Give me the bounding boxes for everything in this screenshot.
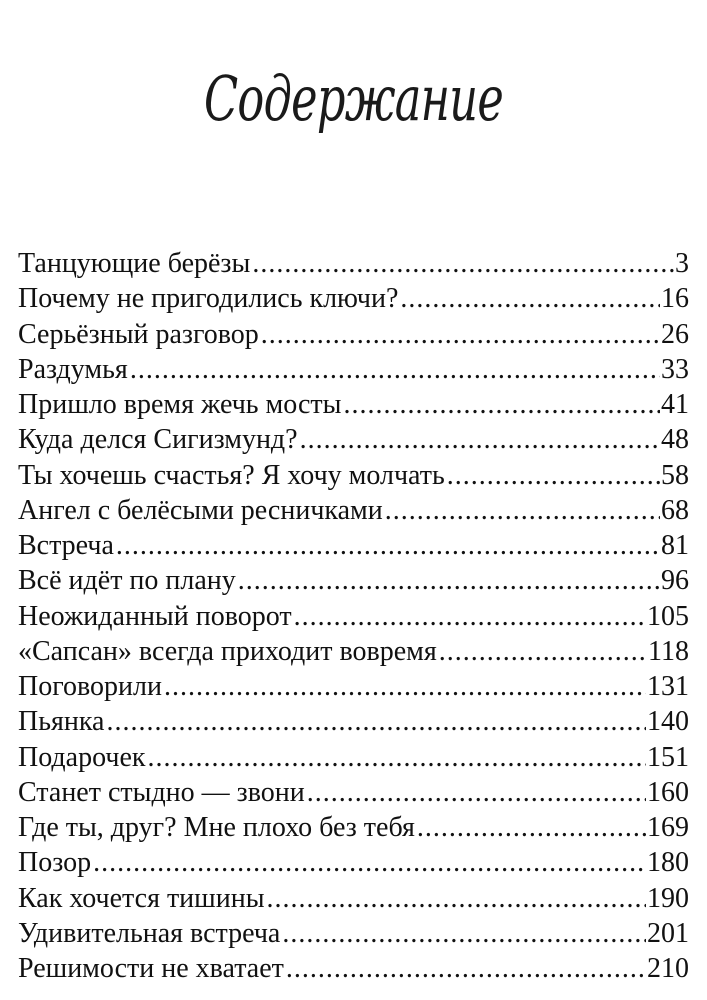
toc-leader-dots xyxy=(286,953,646,985)
toc-entry xyxy=(18,953,689,988)
toc-entry-title: Раздумья xyxy=(18,353,128,385)
toc-entry xyxy=(18,565,689,600)
toc-entry-title: Удивительная встреча xyxy=(18,917,281,949)
toc-leader-dots xyxy=(385,495,660,527)
toc-leader-dots xyxy=(93,847,646,879)
toc-entry-title: «Сапсан» всегда приходит вовремя xyxy=(18,635,437,667)
toc-entry xyxy=(18,777,689,812)
toc-entry-title: Ангел с белёсыми ресничками xyxy=(18,494,383,526)
toc-entry-title: Подарочек xyxy=(18,741,146,773)
toc-entry-title: Танцующие берёзы xyxy=(18,248,251,279)
toc-entry-title: Пришло время жечь мосты xyxy=(18,389,342,420)
toc-entry-page-number: 81 xyxy=(661,530,689,561)
toc-leader-dots xyxy=(116,530,660,562)
toc-entry xyxy=(18,495,689,530)
toc-entry xyxy=(18,918,689,953)
page-title: Содержание xyxy=(203,62,504,135)
toc-entry-page-number: 41 xyxy=(661,389,689,420)
toc-leader-dots xyxy=(400,283,660,315)
toc-entry-page-number: 118 xyxy=(648,635,689,667)
toc-entry-page-number: 140 xyxy=(647,706,689,738)
toc-entry-title: Поговорили xyxy=(18,671,162,702)
toc-leader-dots xyxy=(447,460,660,492)
toc-entry-page-number: 16 xyxy=(661,283,689,315)
toc-entry xyxy=(18,742,689,777)
toc-leader-dots xyxy=(130,354,660,386)
toc-entry xyxy=(18,847,689,882)
toc-entry-page-number: 160 xyxy=(647,776,689,808)
toc-leader-dots xyxy=(300,424,660,456)
toc-entry-title: Встреча xyxy=(18,530,114,561)
toc-entry xyxy=(18,354,689,389)
toc-leader-dots xyxy=(282,918,646,950)
toc-entry xyxy=(18,812,689,847)
toc-entry-page-number: 131 xyxy=(647,671,689,702)
toc-leader-dots xyxy=(261,319,660,351)
toc-leader-dots xyxy=(439,636,647,668)
toc-entry-title: Пьянка xyxy=(18,706,105,738)
toc-entry xyxy=(18,389,689,424)
toc-entry xyxy=(18,248,689,283)
toc-leader-dots xyxy=(307,777,646,809)
toc-entry-title: Серьёзный разговор xyxy=(18,318,259,350)
toc-entry xyxy=(18,460,689,495)
toc-entry-title: Как хочется тишины xyxy=(18,882,265,914)
toc-entry-title: Позор xyxy=(18,847,92,879)
toc-entry-page-number: 48 xyxy=(661,424,689,456)
toc-entry-page-number: 26 xyxy=(661,318,689,350)
toc-entry-page-number: 33 xyxy=(661,353,689,385)
toc-entry-title: Ты хочешь счастья? Я хочу молчать xyxy=(18,459,445,491)
toc-entry-title: Куда делся Сигизмунд? xyxy=(18,424,298,456)
toc-leader-dots xyxy=(164,671,646,703)
toc-entry-page-number: 210 xyxy=(647,953,689,984)
toc-entry-page-number: 105 xyxy=(647,600,689,632)
toc-entry xyxy=(18,706,689,741)
toc-entry-page-number: 169 xyxy=(647,812,689,843)
toc-leader-dots xyxy=(294,601,646,633)
toc-entry xyxy=(18,601,689,636)
toc-entry xyxy=(18,883,689,918)
toc-entry-title: Решимости не хватает xyxy=(18,953,284,984)
toc-entry-title: Неожиданный поворот xyxy=(18,600,292,632)
toc-leader-dots xyxy=(238,565,660,597)
toc-entry-title: Станет стыдно — звони xyxy=(18,776,305,808)
toc-leader-dots xyxy=(106,706,646,738)
toc-entry-title: Где ты, друг? Мне плохо без тебя xyxy=(18,812,415,843)
toc-entry-page-number: 68 xyxy=(661,494,689,526)
toc-entry-page-number: 3 xyxy=(675,248,689,279)
toc-entry-title: Почему не пригодились ключи? xyxy=(18,283,399,315)
toc-entry-title: Всё идёт по плану xyxy=(18,565,236,597)
toc-leader-dots xyxy=(252,248,674,280)
toc-entry xyxy=(18,530,689,565)
toc-entry-page-number: 190 xyxy=(647,882,689,914)
table-of-contents xyxy=(18,248,689,988)
toc-entry xyxy=(18,636,689,671)
toc-entry-page-number: 201 xyxy=(647,917,689,949)
toc-leader-dots xyxy=(343,389,660,421)
toc-entry-page-number: 58 xyxy=(661,459,689,491)
toc-leader-dots xyxy=(147,742,646,774)
toc-entry xyxy=(18,424,689,459)
toc-entry xyxy=(18,671,689,706)
toc-entry xyxy=(18,283,689,318)
toc-entry-page-number: 180 xyxy=(647,847,689,879)
toc-leader-dots xyxy=(417,812,646,844)
toc-entry-page-number: 151 xyxy=(647,741,689,773)
toc-leader-dots xyxy=(267,883,646,915)
toc-entry xyxy=(18,319,689,354)
toc-entry-page-number: 96 xyxy=(661,565,689,597)
